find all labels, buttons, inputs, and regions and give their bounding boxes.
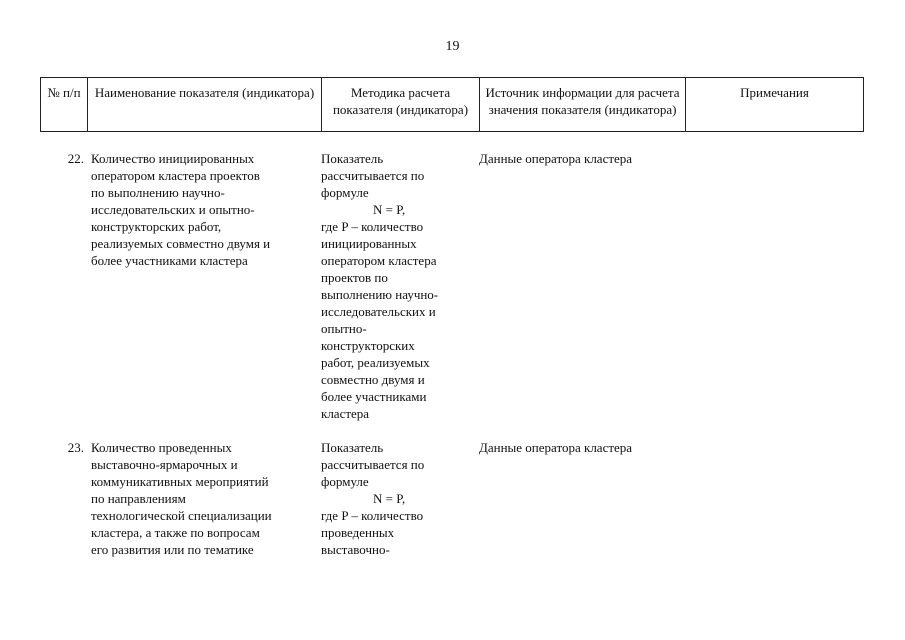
information-source: Данные оператора кластера (479, 151, 633, 166)
name-line: выставочно-ярмарочных и (91, 457, 238, 472)
method-line: выставочно- (321, 542, 390, 557)
method-line: Показатель (321, 440, 384, 455)
method-line: формуле (321, 474, 369, 489)
method-line: Показатель (321, 151, 384, 166)
name-line: более участниками кластера (91, 253, 248, 268)
method-line: где P – количество (321, 219, 424, 234)
method-line: выполнению научно- (321, 287, 439, 302)
indicator-name (91, 439, 313, 558)
row-number: 22. (67, 151, 84, 166)
name-line: Количество инициированных (91, 151, 255, 166)
method-line: кластера (321, 406, 370, 421)
name-line: кластера, а также по вопросам (91, 525, 260, 540)
method-line: исследовательских и (321, 304, 436, 319)
method-line: проведенных (321, 525, 395, 540)
name-line: коммуникативных мероприятий (91, 474, 269, 489)
calculation-method (321, 439, 471, 558)
page-number: 19 (445, 39, 460, 54)
header-information-source: Источник информации для расчета значения показателя (индикатора) (480, 78, 686, 132)
method-line: совместно двумя и (321, 372, 425, 387)
method-line: формуле (321, 185, 369, 200)
method-line: более участниками (321, 389, 427, 404)
formula: N = P, (373, 202, 406, 217)
table-body (40, 150, 862, 619)
name-line: исследовательских и опытно- (91, 202, 255, 217)
table-header (40, 77, 864, 132)
method-line: рассчитывается по (321, 168, 425, 183)
table-row (40, 439, 862, 619)
name-line: оператором кластера проектов (91, 168, 260, 183)
table-row (40, 150, 862, 439)
row-number: 23. (67, 440, 84, 455)
indicator-name (91, 150, 313, 269)
formula: N = P, (373, 491, 406, 506)
header-indicator-name: Наименование показателя (индикатора) (88, 78, 322, 132)
method-line: работ, реализуемых (321, 355, 430, 370)
information-source: Данные оператора кластера (479, 440, 633, 455)
method-line: опытно- (321, 321, 367, 336)
method-line: конструкторских (321, 338, 415, 353)
name-line: по выполнению научно- (91, 185, 225, 200)
header-number: № п/п (41, 78, 88, 132)
name-line: реализуемых совместно двумя и (91, 236, 271, 251)
header-calculation-method: Методика расчета показателя (индикатора) (322, 78, 480, 132)
name-line: по направлениям (91, 491, 186, 506)
header-notes: Примечания (686, 78, 864, 132)
method-line: инициированных (321, 236, 417, 251)
method-line: где P – количество (321, 508, 424, 523)
name-line: Количество проведенных (91, 440, 232, 455)
method-line: рассчитывается по (321, 457, 425, 472)
name-line: конструкторских работ, (91, 219, 222, 234)
name-line: технологической специализации (91, 508, 272, 523)
method-line: оператором кластера (321, 253, 437, 268)
method-line: проектов по (321, 270, 388, 285)
name-line: его развития или по тематике (91, 542, 254, 557)
calculation-method (321, 150, 471, 422)
